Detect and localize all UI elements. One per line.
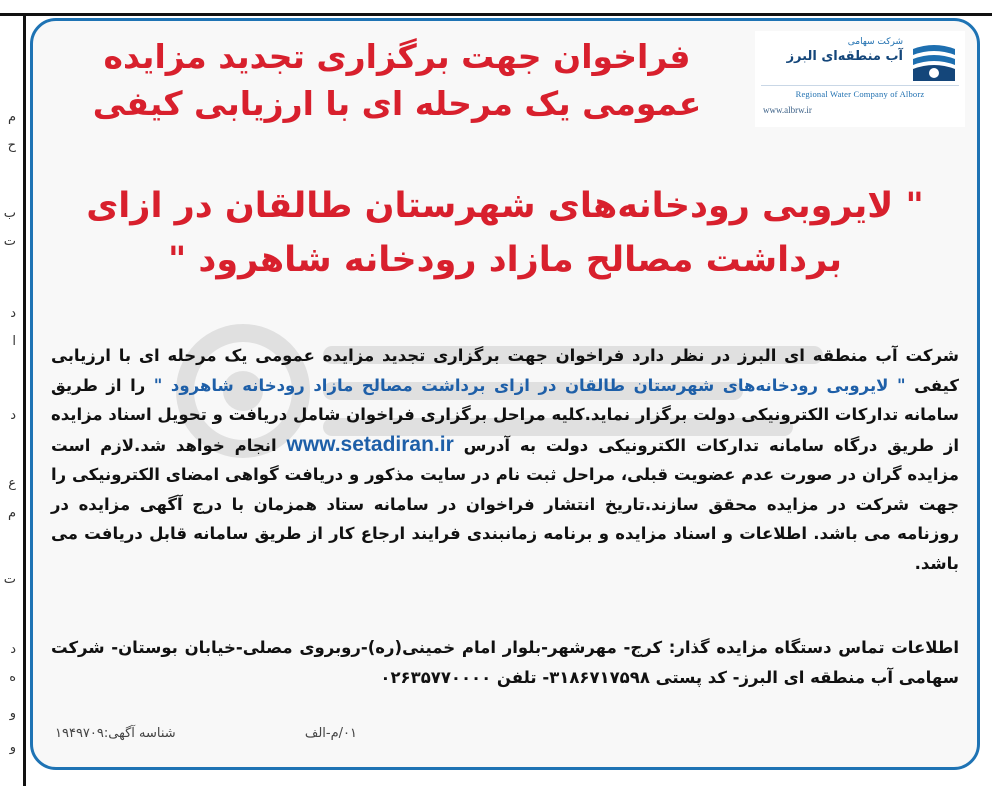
side-fragment-char: ع — [8, 476, 16, 491]
body-subject-highlight: " لایروبی رودخانه‌های شهرستان طالقان در ازای برداشت مصالح مازاد رودخانه شاهرود " — [153, 375, 906, 395]
side-fragment-char: ح — [7, 138, 16, 153]
side-fragment-char: م — [7, 110, 16, 125]
logo-company-name: آب منطقه‌ای البرز — [786, 49, 903, 64]
contact-info: اطلاعات تماس دستگاه مزایده گذار: کرج- مهرشهر-بلوار امام خمینی(ره)-روبروی مصلی-خیابان بوستان- شرکت سهامی آب منطقه ای البرز- کد پستی ۳۱۸۶۷۱۷۵۹۸- تلفن ۰۲۶۳۵۷۷۰۰۰۰ — [51, 638, 959, 687]
side-fragment-char: ت — [3, 234, 16, 249]
headline-line-2: عمومی یک مرحله ای با ارزیابی کیفی — [92, 84, 702, 123]
headline-line-1: فراخوان جهت برگزاری تجدید مزایده — [103, 37, 691, 76]
subject-line-1: " لایروبی رودخانه‌های شهرستان طالقان در ازای — [86, 186, 924, 226]
subject-line-2: برداشت مصالح مازاد رودخانه شاهرود " — [167, 240, 842, 280]
side-fragment-char: م — [7, 506, 16, 521]
logo-website: www.albrw.ir — [763, 105, 812, 115]
side-fragment-char: ت — [3, 572, 16, 587]
company-logo — [755, 31, 965, 127]
setadiran-link[interactable]: www.setadiran.ir — [286, 432, 454, 456]
body-part-3: انجام خواهد شد.لازم است مزایده گران در صورت عدم عضویت قبلی، مراحل ثبت نام در سایت مذکور و دریافت گواهی امضای الکترونیکی را جهت شرکت در مزایده محقق سازند.تاریخ انتشار فراخوان در سامانه ستاد همزمان با درج آگهی مزایده در روزنامه می باشد. اطلاعات و اسناد مزایده و برنامه زمانبندی فرایند ارجاع کار از طریق سامانه قابل دریافت می باشد. — [51, 435, 959, 573]
side-fragment-char: د — [10, 408, 16, 423]
side-fragment-char: د — [10, 642, 16, 657]
headline — [67, 33, 727, 127]
page-top-rule — [0, 0, 992, 16]
side-fragment-char: ا — [12, 334, 16, 349]
logo-english-name: Regional Water Company of Alborz — [761, 85, 959, 99]
footer-code: ۰۱/م-الف — [304, 726, 357, 741]
side-fragment-char: ب — [3, 206, 16, 221]
adjacent-column-fragment — [0, 16, 26, 786]
side-fragment-char: و — [9, 740, 16, 755]
side-fragment-char: ه — [9, 670, 16, 685]
water-drop-logo-icon — [911, 39, 957, 85]
tender-advertisement — [30, 18, 980, 770]
body-part-1: شرکت آب منطقه ای البرز در نظر دارد فراخوان جهت برگزاری تجدید مزایده عمومی یک مرحله ای با ارزیابی کیفی — [51, 346, 959, 395]
body-part-2: را از طریق سامانه تدارکات الکترونیکی دولت برگزار نماید.کلیه مراحل برگزاری فراخوان شامل دریافت و تحویل اسناد مزایده از طریق درگاه سامانه تدارکات الکترونیکی دولت به آدرس — [51, 375, 960, 455]
body-paragraph — [51, 341, 959, 578]
side-fragment-char: و — [9, 706, 16, 721]
logo-company-type: شرکت سهامی — [847, 37, 903, 47]
tender-subject — [53, 179, 957, 287]
ad-id: شناسه آگهی:۱۹۴۹۷۰۹ — [55, 726, 176, 741]
side-fragment-char: د — [10, 306, 16, 321]
